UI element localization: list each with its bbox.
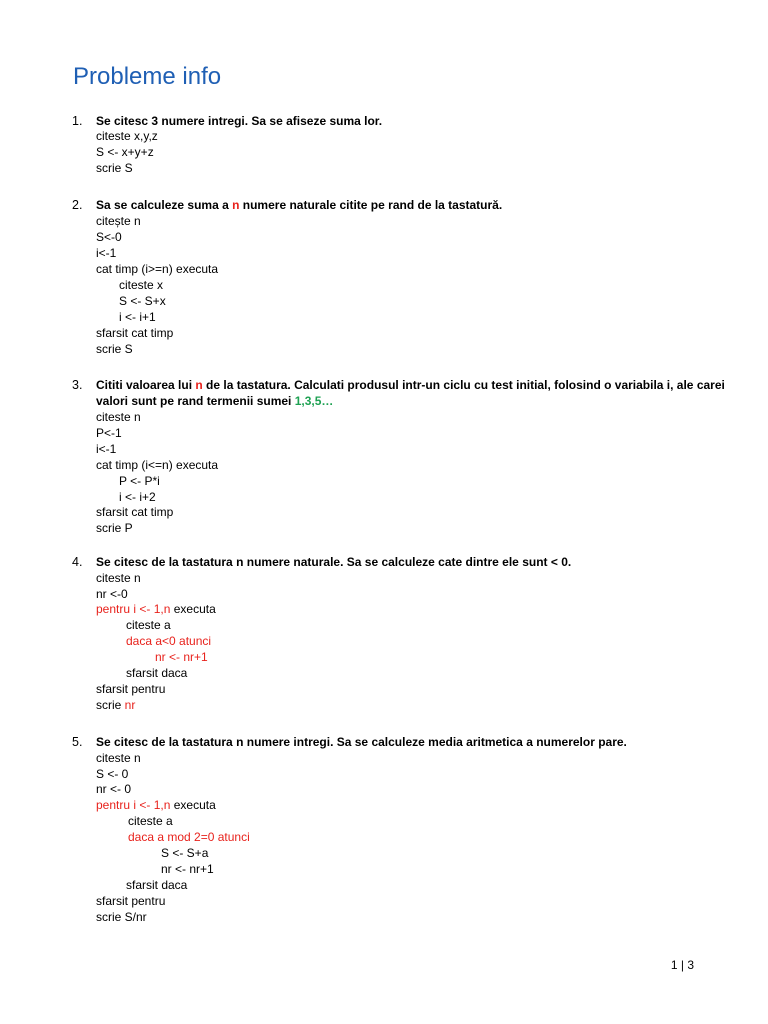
code-line: sfarsit daca [126,666,188,680]
code-line: citește n [96,214,141,228]
problem-number: 5. [72,735,83,749]
code-line: S <- x+y+z [96,145,154,159]
code-line: scrie S/nr [96,910,147,924]
code-line: i <- i+1 [119,310,156,324]
code-line: citeste a [126,618,171,632]
code-line: sfarsit pentru [96,682,166,696]
code-line: sfarsit pentru [96,894,166,908]
code-line: citeste x [119,278,164,292]
for-keyword: pentru i <- 1,n [96,602,171,616]
code-line: cat timp (i<=n) executa [96,458,219,472]
code-line: citeste n [96,410,141,424]
problem-number: 3. [72,378,83,392]
code-line: sfarsit cat timp [96,505,174,519]
code-line: P<-1 [96,426,122,440]
code-line: cat timp (i>=n) executa [96,262,219,276]
page-title: Probleme info [73,63,222,90]
problem-number: 2. [72,198,83,212]
problem-number: 1. [72,114,83,128]
code-line: P <- P*i [119,474,160,488]
highlight-n: n [232,198,240,212]
code-line: i <- i+2 [119,490,156,504]
problem-statement: Se citesc de la tastatura n numere intregi. Sa se calculeze media aritmetica a numerelor pare. [96,735,627,749]
problem-statement: Sa se calculeze suma a n numere naturale citite pe rand de la tastatură. [96,198,503,212]
code-line: scrie S [96,342,133,356]
code-line: sfarsit daca [126,878,188,892]
code-line: pentru i <- 1,n executa [96,798,216,812]
code-line: pentru i <- 1,n executa [96,602,216,616]
code-line: nr <-0 [96,587,128,601]
code-line: sfarsit cat timp [96,326,174,340]
code-line: S<-0 [96,230,122,244]
problem-number: 4. [72,555,83,569]
code-line: S <- S+x [119,294,166,308]
code-line: daca a mod 2=0 atunci [128,830,250,844]
page-number: 1 | 3 [670,958,694,972]
code-line: S <- S+a [161,846,209,860]
code-line: i<-1 [96,246,117,260]
code-line: citeste x,y,z [96,129,158,143]
highlight-n: n [195,378,203,392]
for-keyword: pentru i <- 1,n [96,798,171,812]
code-line: citeste n [96,751,141,765]
code-line: nr <- 0 [96,782,132,796]
problem-statement: Se citesc de la tastatura n numere naturale. Sa se calculeze cate dintre ele sunt < 0. [96,555,572,569]
code-line: S <- 0 [96,767,129,781]
code-line: scrie S [96,161,133,175]
problem-statement: Se citesc 3 numere intregi. Sa se afiseze suma lor. [96,114,383,128]
code-line: daca a<0 atunci [126,634,212,648]
problem-statement-continued: valori sunt pe rand termenii sumei 1,3,5… [96,394,334,408]
code-line: citeste n [96,571,141,585]
code-line: nr <- nr+1 [155,650,208,664]
code-line: i<-1 [96,442,117,456]
code-line: citeste a [128,814,173,828]
highlight-sequence: 1,3,5… [294,394,334,408]
code-line: scrie nr [96,698,136,712]
code-line: scrie P [96,521,133,535]
code-line: nr <- nr+1 [161,862,214,876]
output-variable: nr [124,698,136,712]
problem-statement: Cititi valoarea lui n de la tastatura. Calculati produsul intr-un ciclu cu test initial, folosind o variabila i, ale carei [96,378,725,392]
